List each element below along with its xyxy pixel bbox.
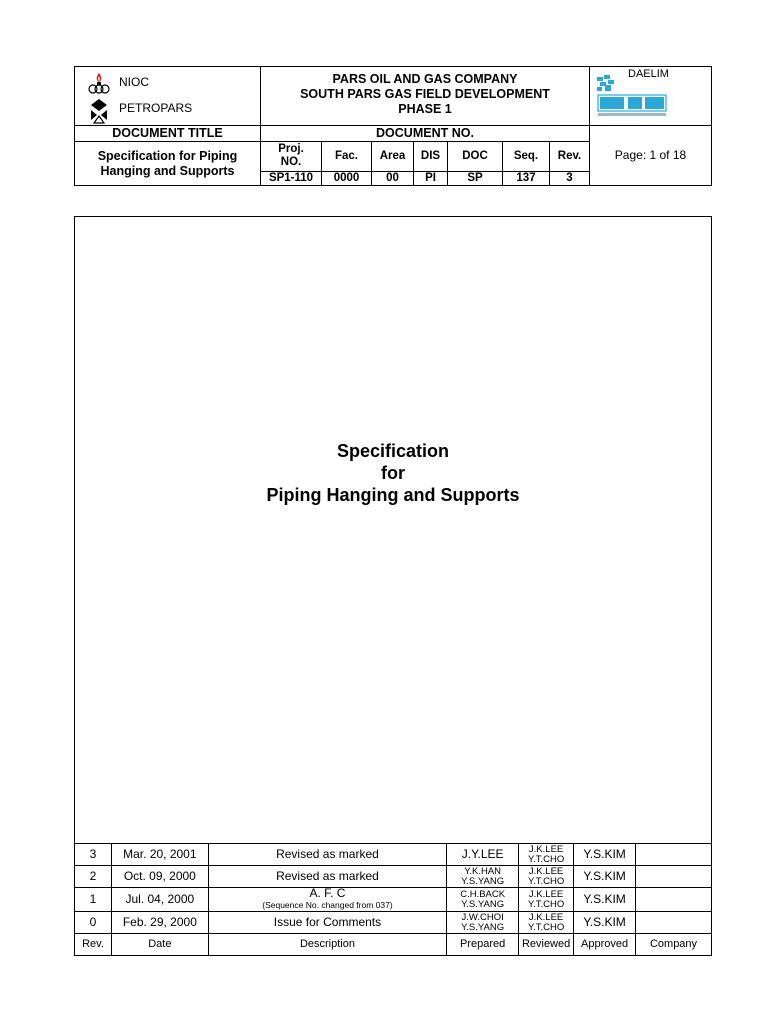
proj-no-value: SP1-110 <box>268 172 314 184</box>
document-title-heading: DOCUMENT TITLE <box>112 126 223 140</box>
rev-cell: 0 <box>75 912 112 934</box>
company-cell <box>636 844 712 866</box>
doc-label: DOC <box>462 150 488 162</box>
reviewed-column-label: Reviewed <box>519 934 574 956</box>
company-cell <box>636 866 712 888</box>
seq-value: 137 <box>516 172 536 184</box>
reviewer-2: Y.T.CHO <box>527 853 565 865</box>
description-cell: Revised as marked <box>208 866 446 888</box>
proj-no-label-line1: Proj. <box>278 143 304 155</box>
preparer-1: Y.K.HAN <box>464 865 502 877</box>
approved-cell: Y.S.KIM <box>574 866 636 888</box>
proj-no-label-line2: NO. <box>280 156 302 168</box>
nioc-logo-icon <box>86 72 112 96</box>
date-cell: Feb. 29, 2000 <box>111 912 208 934</box>
project-phase: PHASE 1 <box>398 102 452 116</box>
dis-label: DIS <box>420 150 441 162</box>
seq-label: Seq. <box>513 150 539 162</box>
daelim-label: DAELIM <box>628 68 669 80</box>
reviewed-cell <box>519 912 574 934</box>
description-cell <box>208 888 446 912</box>
date-column-label: Date <box>111 934 208 956</box>
reviewer-1: J.K.LEE <box>528 888 564 900</box>
petropars-logo-icon <box>86 98 112 124</box>
revision-table <box>74 843 712 956</box>
page-number: Page: 1 of 18 <box>614 148 687 162</box>
date-cell: Mar. 20, 2001 <box>111 844 208 866</box>
reviewed-cell <box>519 844 574 866</box>
approved-cell: Y.S.KIM <box>574 888 636 912</box>
reviewer-1: J.K.LEE <box>528 911 564 923</box>
prepared-cell <box>447 912 519 934</box>
company-column-label: Company <box>636 934 712 956</box>
description-cell: Issue for Comments <box>208 912 446 934</box>
area-label: Area <box>379 150 406 162</box>
divider <box>589 125 711 126</box>
main-title-line1: Specification <box>336 441 450 461</box>
revision-footer-row <box>75 934 712 956</box>
rev-cell: 1 <box>75 888 112 912</box>
rev-cell: 2 <box>75 866 112 888</box>
rev-label: Rev. <box>557 150 582 162</box>
fac-label: Fac. <box>334 150 358 162</box>
divider <box>589 67 590 185</box>
company-cell <box>636 912 712 934</box>
date-cell: Oct. 09, 2000 <box>111 866 208 888</box>
main-title <box>74 440 712 506</box>
nioc-label: NIOC <box>119 75 149 89</box>
reviewer-2: Y.T.CHO <box>527 875 565 887</box>
document-title-line1: Specification for Piping <box>97 149 238 163</box>
proj-no-label <box>261 143 321 169</box>
reviewer-1: J.K.LEE <box>528 865 564 877</box>
main-title-line2: for <box>381 463 405 483</box>
project-name: SOUTH PARS GAS FIELD DEVELOPMENT <box>300 87 550 101</box>
dis-value: PI <box>425 172 436 184</box>
date-cell: Jul. 04, 2000 <box>111 888 208 912</box>
approved-cell: Y.S.KIM <box>574 912 636 934</box>
description-note: (Sequence No. changed from 037) <box>262 900 393 910</box>
area-value: 00 <box>386 172 399 184</box>
main-title-line3: Piping Hanging and Supports <box>266 485 520 505</box>
revision-row <box>75 866 712 888</box>
prepared-cell <box>447 888 519 912</box>
reviewer-1: J.K.LEE <box>528 843 564 855</box>
rev-value: 3 <box>566 172 573 184</box>
doc-value: SP <box>467 172 483 184</box>
description-cell: Revised as marked <box>208 844 446 866</box>
preparer-2: Y.S.YANG <box>461 921 505 933</box>
content-frame <box>74 216 712 844</box>
daelim-logo-icon <box>595 73 669 119</box>
preparer-2: Y.S.YANG <box>461 875 505 887</box>
prepared-column-label: Prepared <box>447 934 519 956</box>
approved-column-label: Approved <box>574 934 636 956</box>
description-main: A. F. C <box>309 886 346 900</box>
reviewer-2: Y.T.CHO <box>527 921 565 933</box>
prepared-cell: J.Y.LEE <box>447 844 519 866</box>
reviewer-2: Y.T.CHO <box>527 898 565 910</box>
preparer-1: C.H.BACK <box>460 888 506 900</box>
reviewed-cell <box>519 866 574 888</box>
company-cell <box>636 888 712 912</box>
revision-row <box>75 844 712 866</box>
rev-column-label: Rev. <box>75 934 112 956</box>
document-no-heading: DOCUMENT NO. <box>376 126 474 140</box>
preparer-2: Y.S.YANG <box>461 898 505 910</box>
document-title-line2: Hanging and Supports <box>100 164 235 178</box>
reviewed-cell <box>519 888 574 912</box>
approved-cell: Y.S.KIM <box>574 844 636 866</box>
fac-value: 0000 <box>333 172 360 184</box>
document-header <box>74 66 712 186</box>
description-column-label: Description <box>208 934 446 956</box>
rev-cell: 3 <box>75 844 112 866</box>
revision-row <box>75 888 712 912</box>
preparer-1: J.W.CHOI <box>461 911 504 923</box>
prepared-cell <box>447 866 519 888</box>
divider <box>75 141 589 142</box>
revision-row <box>75 912 712 934</box>
petropars-label: PETROPARS <box>119 101 193 115</box>
company-name: PARS OIL AND GAS COMPANY <box>332 72 518 86</box>
